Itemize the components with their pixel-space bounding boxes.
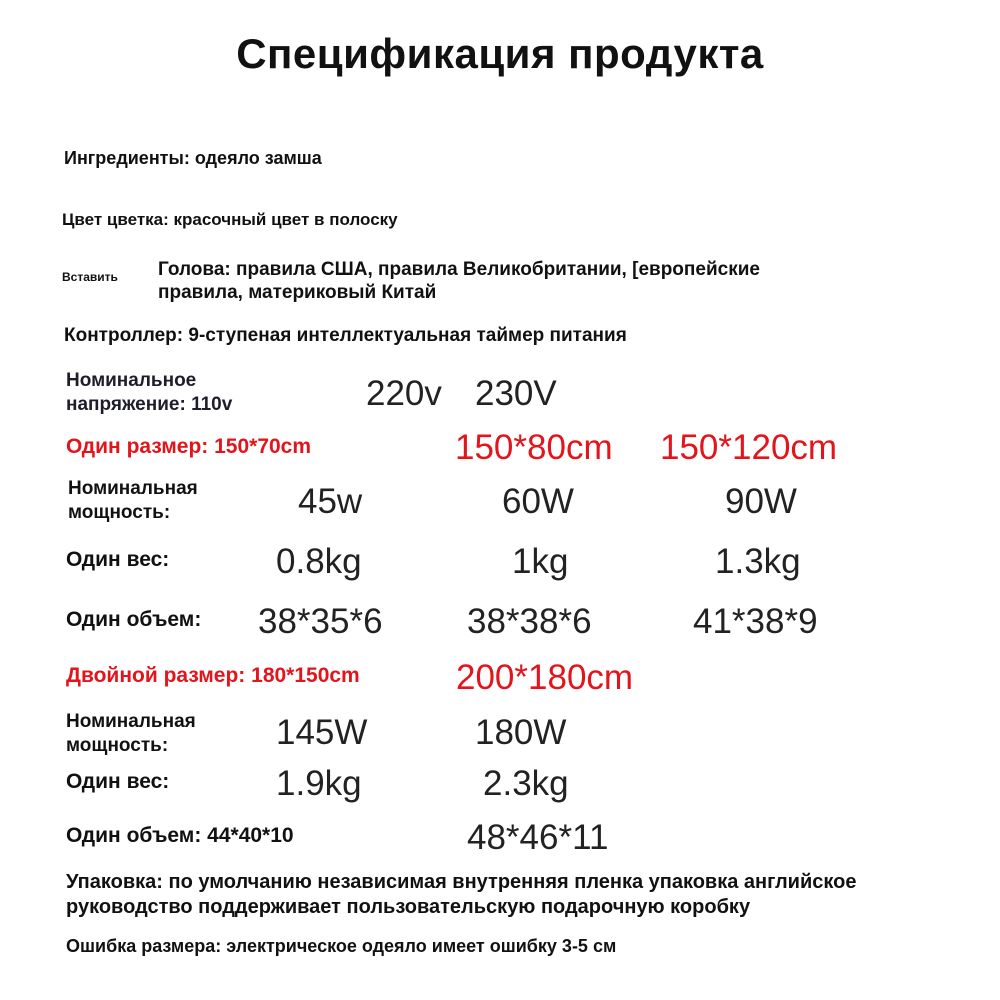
single-size-value: 150*80cm <box>455 428 613 467</box>
single-volume-label: Один объем: <box>66 608 202 631</box>
plug-line-2: правила, материковый Китай <box>158 282 437 303</box>
double-power-label-line-1: Номинальная <box>66 711 196 732</box>
double-volume-label: Один объем: 44*40*10 <box>66 824 294 847</box>
size-error-text: Ошибка размера: электрическое одеяло имеет ошибку 3-5 см <box>66 936 617 956</box>
ingredients-text: Ингредиенты: одеяло замша <box>64 148 322 168</box>
double-size-label: Двойной размер: 180*150cm <box>66 664 360 687</box>
voltage-value-220: 220v <box>366 374 442 413</box>
single-weight-value: 1.3kg <box>715 542 801 581</box>
double-power-value: 145W <box>276 713 368 752</box>
packaging-line-1: Упаковка: по умолчанию независимая внутренняя пленка упаковка английское <box>66 871 857 893</box>
single-power-label-line-1: Номинальная <box>68 478 198 499</box>
single-volume-value: 38*38*6 <box>467 602 592 641</box>
plug-line-1: Голова: правила США, правила Великобритании, [европейские <box>158 259 760 280</box>
double-weight-label: Один вес: <box>66 770 170 793</box>
single-power-value: 60W <box>502 482 574 521</box>
double-power-value: 180W <box>475 713 567 752</box>
color-text: Цвет цветка: красочный цвет в полоску <box>62 210 398 229</box>
single-weight-label: Один вес: <box>66 548 170 571</box>
single-power-value: 90W <box>725 482 797 521</box>
double-volume-value: 48*46*11 <box>467 818 609 857</box>
single-size-label: Один размер: 150*70cm <box>66 435 312 458</box>
double-weight-value: 1.9kg <box>276 764 362 803</box>
voltage-label-line-1: Номинальное <box>66 370 197 391</box>
single-weight-value: 0.8kg <box>276 542 362 581</box>
plug-label: Вставить <box>62 270 118 284</box>
plug-text <box>158 258 760 304</box>
voltage-label <box>66 369 232 417</box>
voltage-value-230: 230V <box>475 374 557 413</box>
voltage-label-line-2: напряжение: 110v <box>66 394 233 415</box>
double-size-value: 200*180cm <box>456 658 634 697</box>
single-weight-value: 1kg <box>512 542 569 581</box>
double-power-label-line-2: мощность: <box>66 735 169 756</box>
single-power-value: 45w <box>298 482 363 521</box>
packaging-line-2: руководство поддерживает пользовательскую подарочную коробку <box>66 896 751 918</box>
controller-text: Контроллер: 9-ступеная интеллектуальная таймер питания <box>64 325 627 346</box>
single-volume-value: 41*38*9 <box>693 602 818 641</box>
page-title: Спецификация продукта <box>236 30 764 77</box>
double-weight-value: 2.3kg <box>483 764 569 803</box>
single-power-label <box>68 477 198 525</box>
double-power-label <box>66 710 196 758</box>
single-power-label-line-2: мощность: <box>68 502 171 523</box>
single-size-value: 150*120cm <box>660 428 838 467</box>
packaging-text <box>66 870 856 920</box>
single-volume-value: 38*35*6 <box>258 602 383 641</box>
